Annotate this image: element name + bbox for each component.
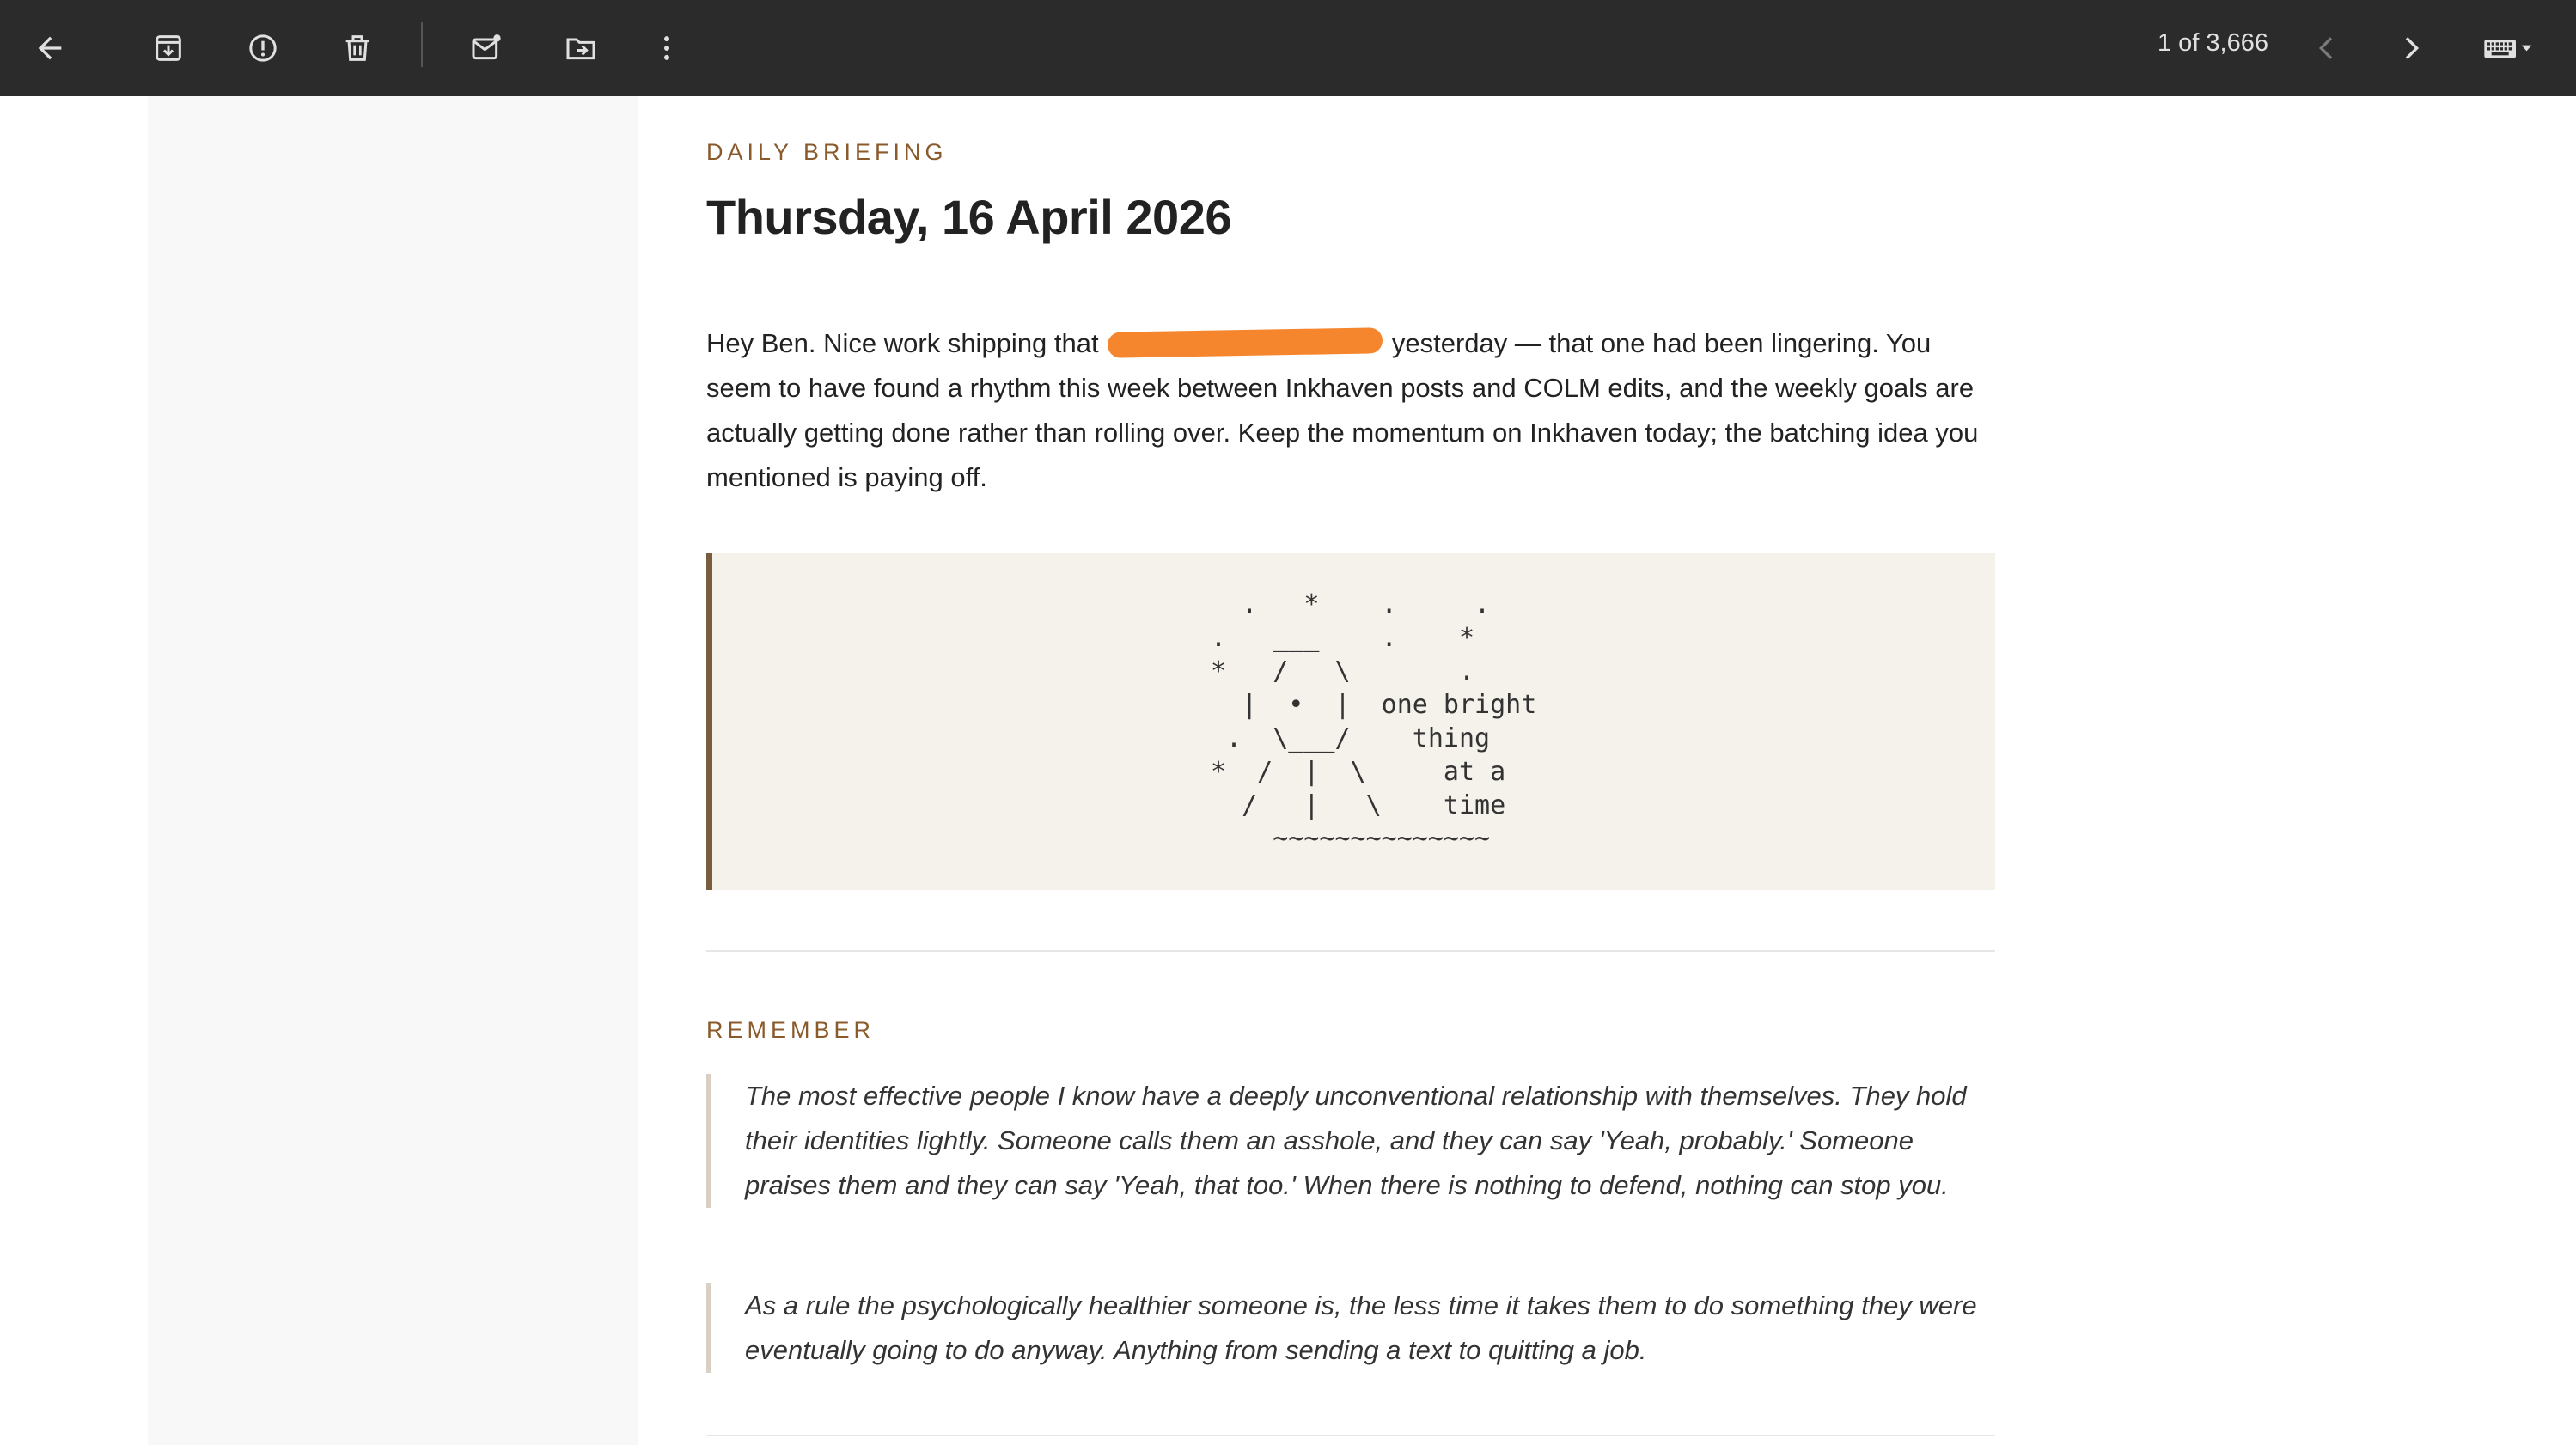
chevron-right-icon	[2394, 31, 2428, 65]
archive-icon	[151, 31, 186, 65]
intro-paragraph	[706, 321, 1995, 500]
ascii-art: . * . . . ___ . * * / \ . | • | one bright . \___/ thing * / | \ at a / | \ time ~~~~~~~~~~~~~~	[1211, 589, 1537, 854]
toolbar	[0, 0, 2576, 96]
move-to-button[interactable]	[553, 21, 608, 76]
right-gutter	[2062, 96, 2576, 1445]
archive-button[interactable]	[141, 21, 196, 76]
input-tools-button[interactable]	[2466, 21, 2549, 76]
quote-block: The most effective people I know have a deeply unconventional relationship with themselves. They hold their identities lightly. Someone calls them an asshole, and they can say 'Yeah, probably.' Someone praises them and they can say 'Yeah, that too.' When there is nothing to defend, nothing can stop you.	[706, 1074, 1995, 1208]
intro-text-after: yesterday — that one had been lingering. You seem to have found a rhythm this week between Inkhaven posts and COLM edits, and the weekly goals are actually getting done rather than rolling over. Keep the momentum on Inkhaven today; the batching idea you mentioned is paying off.	[706, 328, 1979, 492]
toolbar-separator	[421, 22, 423, 67]
keyboard-icon	[2480, 31, 2535, 65]
report-spam-button[interactable]	[235, 21, 290, 76]
intro-text-before: Hey Ben. Nice work shipping that	[706, 328, 1099, 358]
more-vert-icon	[650, 31, 684, 65]
report-icon	[246, 31, 280, 65]
briefing-kicker: DAILY BRIEFING	[706, 139, 948, 165]
newer-button[interactable]	[2299, 21, 2354, 76]
delete-button[interactable]	[330, 21, 385, 76]
mail-unread-icon	[469, 31, 504, 65]
mark-unread-button[interactable]	[459, 21, 514, 76]
briefing-date: Thursday, 16 April 2026	[706, 190, 1231, 244]
move-folder-icon	[564, 31, 598, 65]
back-button[interactable]	[22, 21, 77, 76]
older-button[interactable]	[2384, 21, 2439, 76]
left-gutter	[0, 96, 148, 1445]
section-divider	[706, 950, 1995, 952]
trash-icon	[340, 31, 375, 65]
email-body	[638, 96, 2064, 1445]
more-options-button[interactable]	[639, 21, 694, 76]
arrow-back-icon	[33, 31, 67, 65]
message-count: 1 of 3,666	[2158, 29, 2268, 57]
quote-block: As a rule the psychologically healthier someone is, the less time it takes them to do something they were eventually going to do anyway. Anything from sending a text to quitting a job.	[706, 1283, 1995, 1373]
chevron-left-icon	[2310, 31, 2344, 65]
redaction-mark	[1108, 327, 1383, 358]
section-divider	[706, 1435, 1995, 1436]
ascii-art-block	[706, 553, 1995, 890]
remember-kicker: REMEMBER	[706, 1017, 876, 1043]
